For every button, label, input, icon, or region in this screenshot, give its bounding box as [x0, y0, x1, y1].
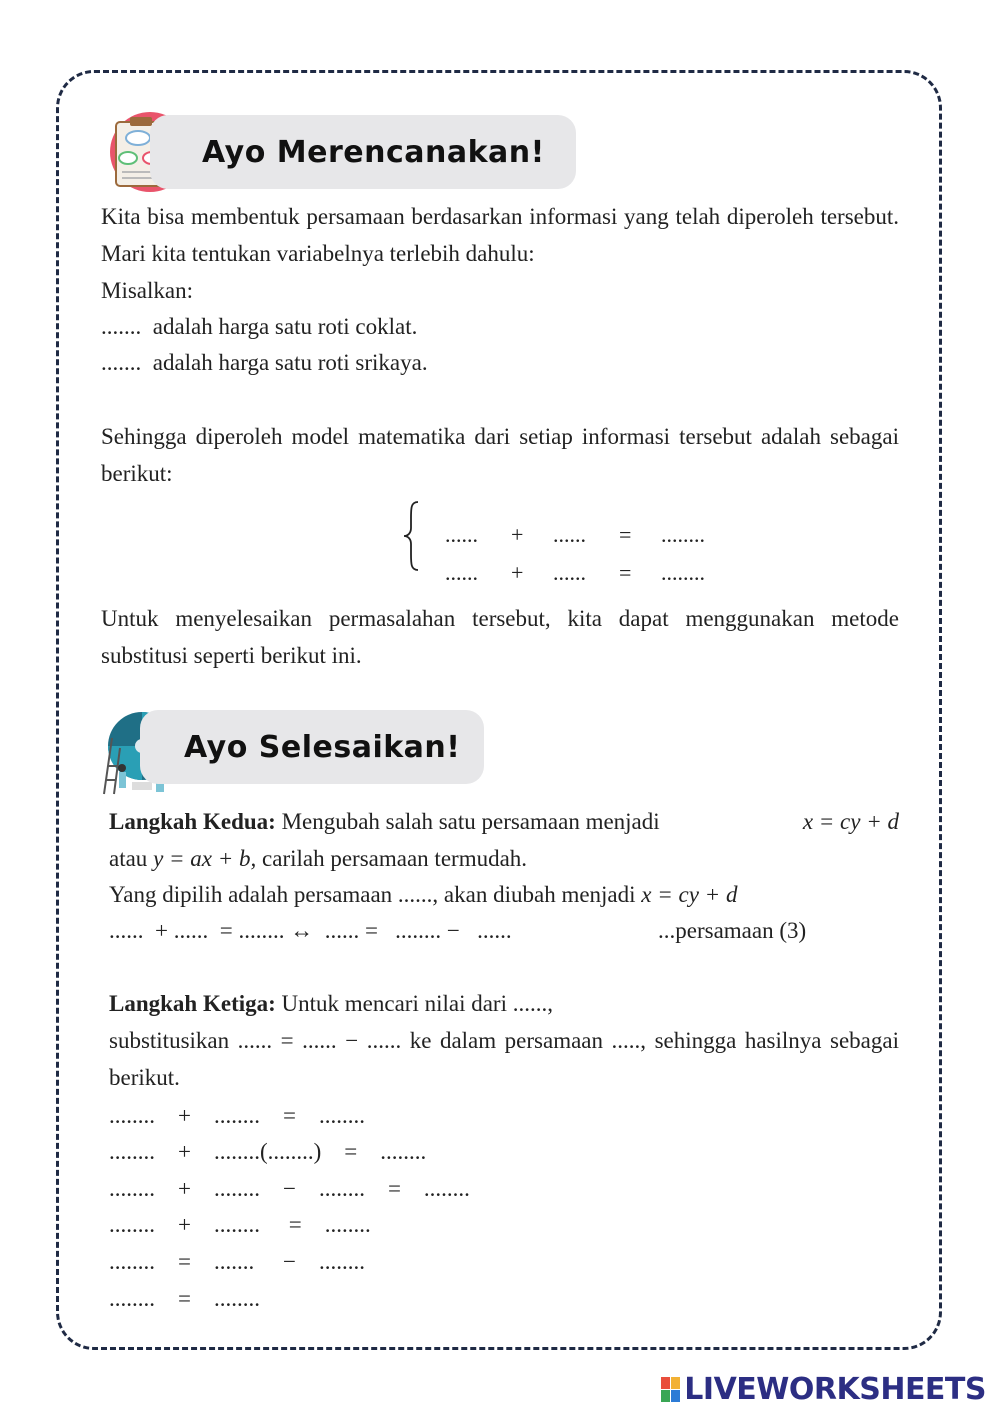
system-equation-2: [434, 534, 705, 586]
step2-label: Langkah Kedua:: [109, 809, 276, 834]
work-line-2[interactable]: ........ + ........(........) = ........: [109, 1139, 427, 1164]
liveworksheets-mark-icon: [661, 1377, 681, 1403]
step3-label: Langkah Ketiga:: [109, 991, 276, 1016]
step2-formula1: x = cy + d: [802, 809, 899, 834]
section-title: Ayo Selesaikan!: [184, 729, 461, 765]
step2-text-a: Mengubah salah satu persamaan menjadi: [275, 809, 666, 834]
step2-line2: [109, 840, 527, 877]
section-title: Ayo Merencanakan!: [202, 134, 545, 170]
step2-formula2: y = ax + b,: [153, 846, 257, 871]
section-header-merencanakan: [150, 115, 576, 189]
eq1-equals: =: [619, 522, 632, 547]
step2-chosen-a: Yang dipilih adalah persamaan ......, akan diubah menjadi: [109, 882, 642, 907]
step2-text-c: carilah persamaan termudah.: [256, 846, 528, 871]
step2-line1: [109, 803, 899, 840]
step3-text: Untuk mencari nilai dari ......,: [275, 991, 553, 1016]
brand-name: LIVEWORKSHEETS: [684, 1372, 986, 1407]
method-paragraph: Untuk menyelesaikan permasalahan tersebut, kita dapat menggunakan metode substitusi seperti berikut ini.: [101, 606, 899, 668]
work-line-1[interactable]: ........ + ........ = ........: [109, 1103, 365, 1128]
model-paragraph: Sehingga diperoleh model matematika dari setiap informasi tersebut adalah sebagai berikut:: [101, 424, 899, 486]
section-header-selesaikan: [140, 710, 484, 784]
eq1-plus: +: [511, 522, 524, 547]
variable-line-coklat: ....... adalah harga satu roti coklat.: [101, 314, 418, 339]
liveworksheets-logo: [661, 1372, 986, 1407]
variable-line-srikaya: ....... adalah harga satu roti srikaya.: [101, 350, 428, 375]
step2-equation-line[interactable]: ...... + ...... = ........ ↔ ...... = ........ − ......: [109, 918, 512, 943]
eq2-term-b[interactable]: ......: [553, 560, 586, 585]
step3-line1: [109, 985, 553, 1022]
work-line-3[interactable]: ........ + ........ − ........ = ........: [109, 1176, 470, 1201]
work-line-5[interactable]: ........ = ....... − ........: [109, 1249, 365, 1274]
work-line-4[interactable]: ........ + ........ = ........: [109, 1212, 371, 1237]
step2-line3: [109, 876, 737, 913]
step2-line1-left: [109, 803, 665, 840]
eq1-term-a[interactable]: ......: [445, 522, 478, 547]
step2-text-b: atau: [109, 846, 154, 871]
system-brace: [402, 500, 422, 577]
eq1-term-b[interactable]: ......: [553, 522, 586, 547]
eq1-term-c[interactable]: ........: [661, 522, 705, 547]
eq2-plus: +: [511, 560, 524, 585]
eq2-equals: =: [619, 560, 632, 585]
step2-equation-tag: ...persamaan (3): [658, 918, 807, 943]
misalkan-label: Misalkan:: [101, 278, 193, 303]
eq2-term-a[interactable]: ......: [445, 560, 478, 585]
work-line-6[interactable]: ........ = ........: [109, 1286, 260, 1311]
step2-chosen-formula: x = cy + d: [641, 882, 738, 907]
eq2-term-c[interactable]: ........: [661, 560, 705, 585]
step3-substitution[interactable]: substitusikan ...... = ...... − ...... ke dalam persamaan ....., sehingga hasilnya sebagai berikut.: [109, 1028, 899, 1090]
intro-paragraph: Kita bisa membentuk persamaan berdasarkan informasi yang telah diperoleh tersebut. Mari kita tentukan variabelnya terlebih dahulu:: [101, 204, 899, 266]
